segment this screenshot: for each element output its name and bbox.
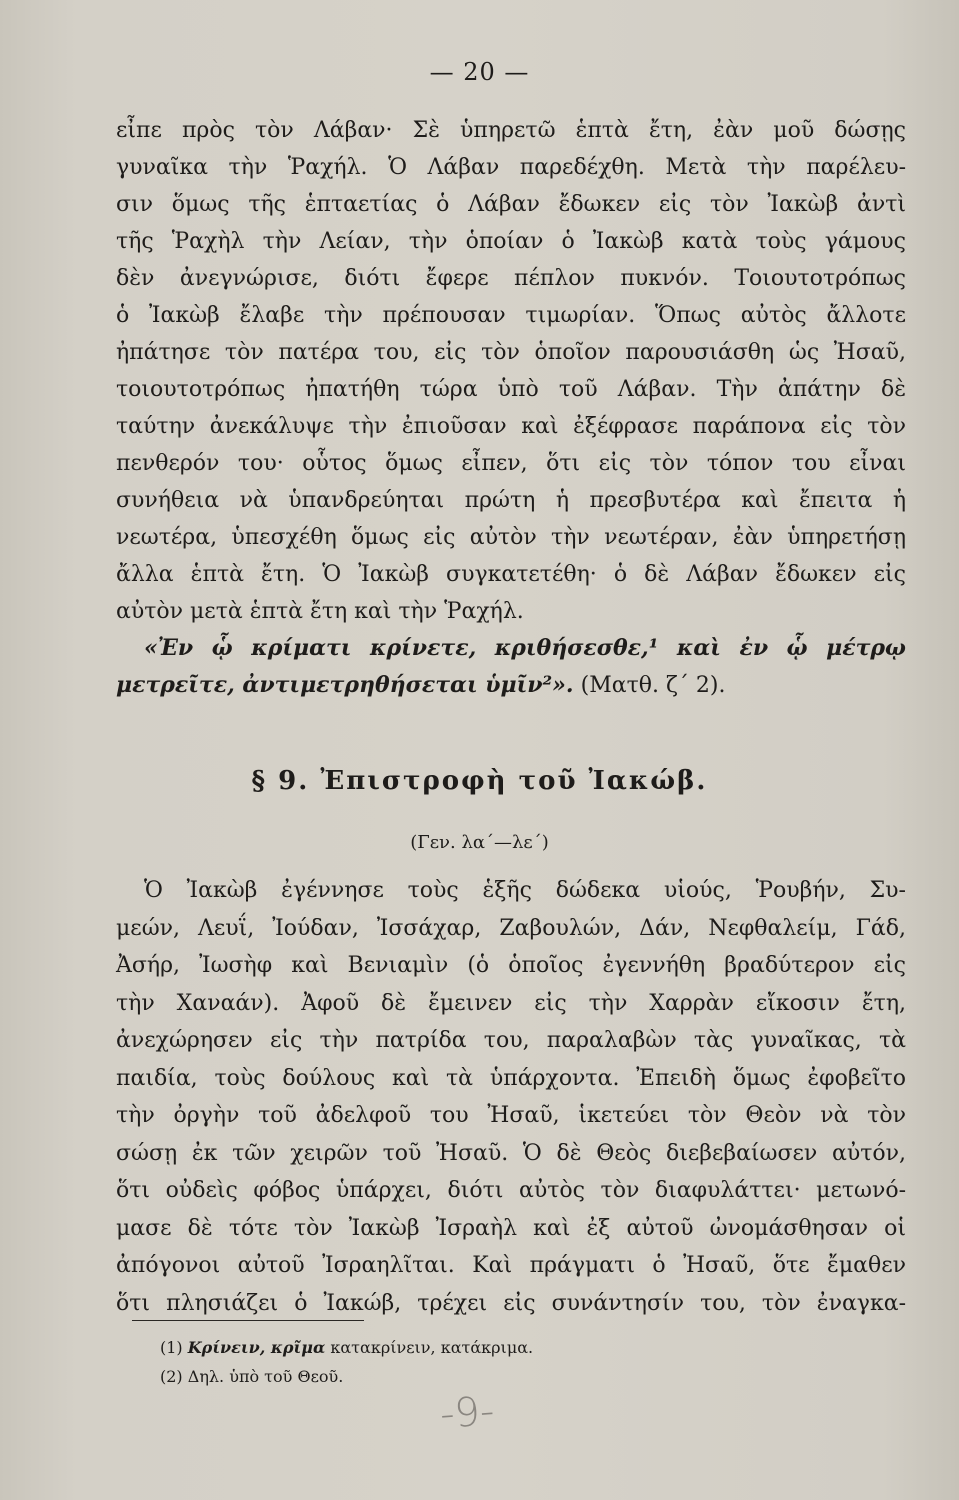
text-line: ὅτι πλησιάζει ὁ Ἰακώβ, τρέχει εἰς συνάντησίν του, τὸν ἐναγκα- — [116, 1290, 906, 1316]
text-line: ἀπόγονοι αὐτοῦ Ἰσραηλῖται. Καὶ πράγματι ὁ Ἠσαῦ, ὅτε ἔμαθεν — [116, 1253, 906, 1278]
text-line: νεωτέρα, ὑπεσχέθη ὅμως εἰς αὐτὸν τὴν νεωτέραν, ἐὰν ὑπηρετήσῃ — [116, 525, 906, 550]
footnote-number: (1) — [160, 1338, 183, 1357]
paragraph-jacob-return — [116, 872, 906, 1322]
text-line: μεών, Λευΐ, Ἰούδαν, Ἰσσάχαρ, Ζαβουλών, Δάν, Νεφθαλείμ, Γάδ, — [116, 915, 906, 941]
footnote-number: (2) — [160, 1367, 183, 1386]
text-line: πενθερόν του· οὗτος ὅμως εἶπεν, ὅτι εἰς τὸν τόπον του εἶναι — [116, 451, 906, 476]
scripture-reference: (Ματθ. ζ΄ 2). — [580, 673, 726, 698]
text-line: ἠπάτησε τὸν πατέρα του, εἰς τὸν ὁποῖον παρουσιάσθη ὡς Ἠσαῦ, — [116, 340, 906, 365]
section-heading: § 9. Ἐπιστροφὴ τοῦ Ἰακώβ. — [251, 766, 708, 796]
text-line: παιδία, τοὺς δούλους καὶ τὰ ὑπάρχοντα. Ἐπειδὴ ὅμως ἐφοβεῖτο — [116, 1065, 906, 1091]
scripture-quote-text: μετρεῖτε, ἀντιμετρηθήσεται ὑμῖν²». — [116, 672, 574, 698]
paragraph-jacob-laban — [116, 112, 906, 704]
text-line: ὅτι οὐδεὶς φόβος ὑπάρχει, διότι αὐτὸς τὸν διαφυλάττει· μετωνό- — [116, 1178, 906, 1203]
text-line: Ὁ Ἰακὼβ ἐγέννησε τοὺς ἑξῆς δώδεκα υἱούς, Ῥουβήν, Συ- — [144, 878, 906, 903]
footnote-1 — [160, 1333, 533, 1362]
text-line: Ἀσήρ, Ἰωσὴφ καὶ Βενιαμὶν (ὁ ὁποῖος ἐγεννήθη βραδύτερον εἰς — [116, 953, 906, 978]
text-line: τοιουτοτρόπως ἠπατήθη τώρα ὑπὸ τοῦ Λάβαν. Τὴν ἀπάτην δὲ — [116, 377, 906, 402]
footnote-2 — [160, 1362, 533, 1391]
footnotes — [160, 1333, 533, 1391]
text-line: εἶπε πρὸς τὸν Λάβαν· Σὲ ὑπηρετῶ ἑπτὰ ἔτη, ἐὰν μοῦ δώσῃς — [116, 118, 906, 143]
text-line: συνήθεια νὰ ὑπανδρεύηται πρώτη ἡ πρεσβυτέρα καὶ ἔπειτα ἡ — [116, 488, 906, 513]
text-line: αὐτὸν μετὰ ἑπτὰ ἔτη καὶ τὴν Ῥαχήλ. — [116, 599, 524, 624]
footnote-divider — [132, 1320, 364, 1321]
text-line: δὲν ἀνεγνώρισε, διότι ἔφερε πέπλον πυκνόν. Τοιουτοτρόπως — [116, 266, 906, 291]
text-line: τὴν Χαναάν). Ἀφοῦ δὲ ἔμεινεν εἰς τὴν Χαρρὰν εἴκοσιν ἔτη, — [116, 990, 906, 1016]
text-line: τῆς Ῥαχὴλ τὴν Λείαν, τὴν ὁποίαν ὁ Ἰακὼβ κατὰ τοὺς γάμους — [116, 229, 906, 254]
text-line: σιν ὅμως τῆς ἑπταετίας ὁ Λάβαν ἔδωκεν εἰς τὸν Ἰακὼβ ἀντὶ — [116, 192, 906, 217]
footnote-text: κατακρίνειν, κατάκριμα. — [330, 1338, 534, 1357]
text-line: τὴν ὀργὴν τοῦ ἀδελφοῦ του Ἠσαῦ, ἱκετεύει τὸν Θεὸν νὰ τὸν — [116, 1103, 906, 1128]
page-number: — 20 — — [429, 58, 530, 86]
scripture-quote-line-2 — [116, 667, 906, 704]
text-line: ἄλλα ἑπτὰ ἔτη. Ὁ Ἰακὼβ συγκατετέθη· ὁ δὲ Λάβαν ἔδωκεν εἰς — [116, 562, 906, 587]
text-line: γυναῖκα τὴν Ῥαχήλ. Ὁ Λάβαν παρεδέχθη. Μετὰ τὴν παρέλευ- — [116, 155, 906, 180]
text-line: ὁ Ἰακὼβ ἔλαβε τὴν πρέπουσαν τιμωρίαν. Ὅπως αὐτὸς ἄλλοτε — [116, 303, 906, 328]
section-reference: (Γεν. λα΄—λε΄) — [410, 832, 549, 853]
footnote-text: Δηλ. ὑπὸ τοῦ Θεοῦ. — [187, 1367, 344, 1386]
text-line: ταύτην ἀνεκάλυψε τὴν ἐπιοῦσαν καὶ ἐξέφρασε παράπονα εἰς τὸν — [116, 414, 906, 439]
scripture-quote-line: «Ἐν ᾧ κρίματι κρίνετε, κριθήσεσθε,¹ καὶ ἐν ᾧ μέτρῳ — [144, 635, 906, 661]
text-line: σώσῃ ἐκ τῶν χειρῶν τοῦ Ἠσαῦ. Ὁ δὲ Θεὸς διεβεβαίωσεν αὐτόν, — [116, 1140, 906, 1166]
pencil-annotation: -9- — [438, 1388, 496, 1438]
text-line: μασε δὲ τότε τὸν Ἰακὼβ Ἰσραὴλ καὶ ἐξ αὐτοῦ ὠνομάσθησαν οἱ — [116, 1215, 906, 1241]
footnote-term: Κρίνειν, κρῖμα — [187, 1338, 326, 1357]
text-line: ἀνεχώρησεν εἰς τὴν πατρίδα του, παραλαβὼν τὰς γυναῖκας, τὰ — [116, 1028, 906, 1053]
